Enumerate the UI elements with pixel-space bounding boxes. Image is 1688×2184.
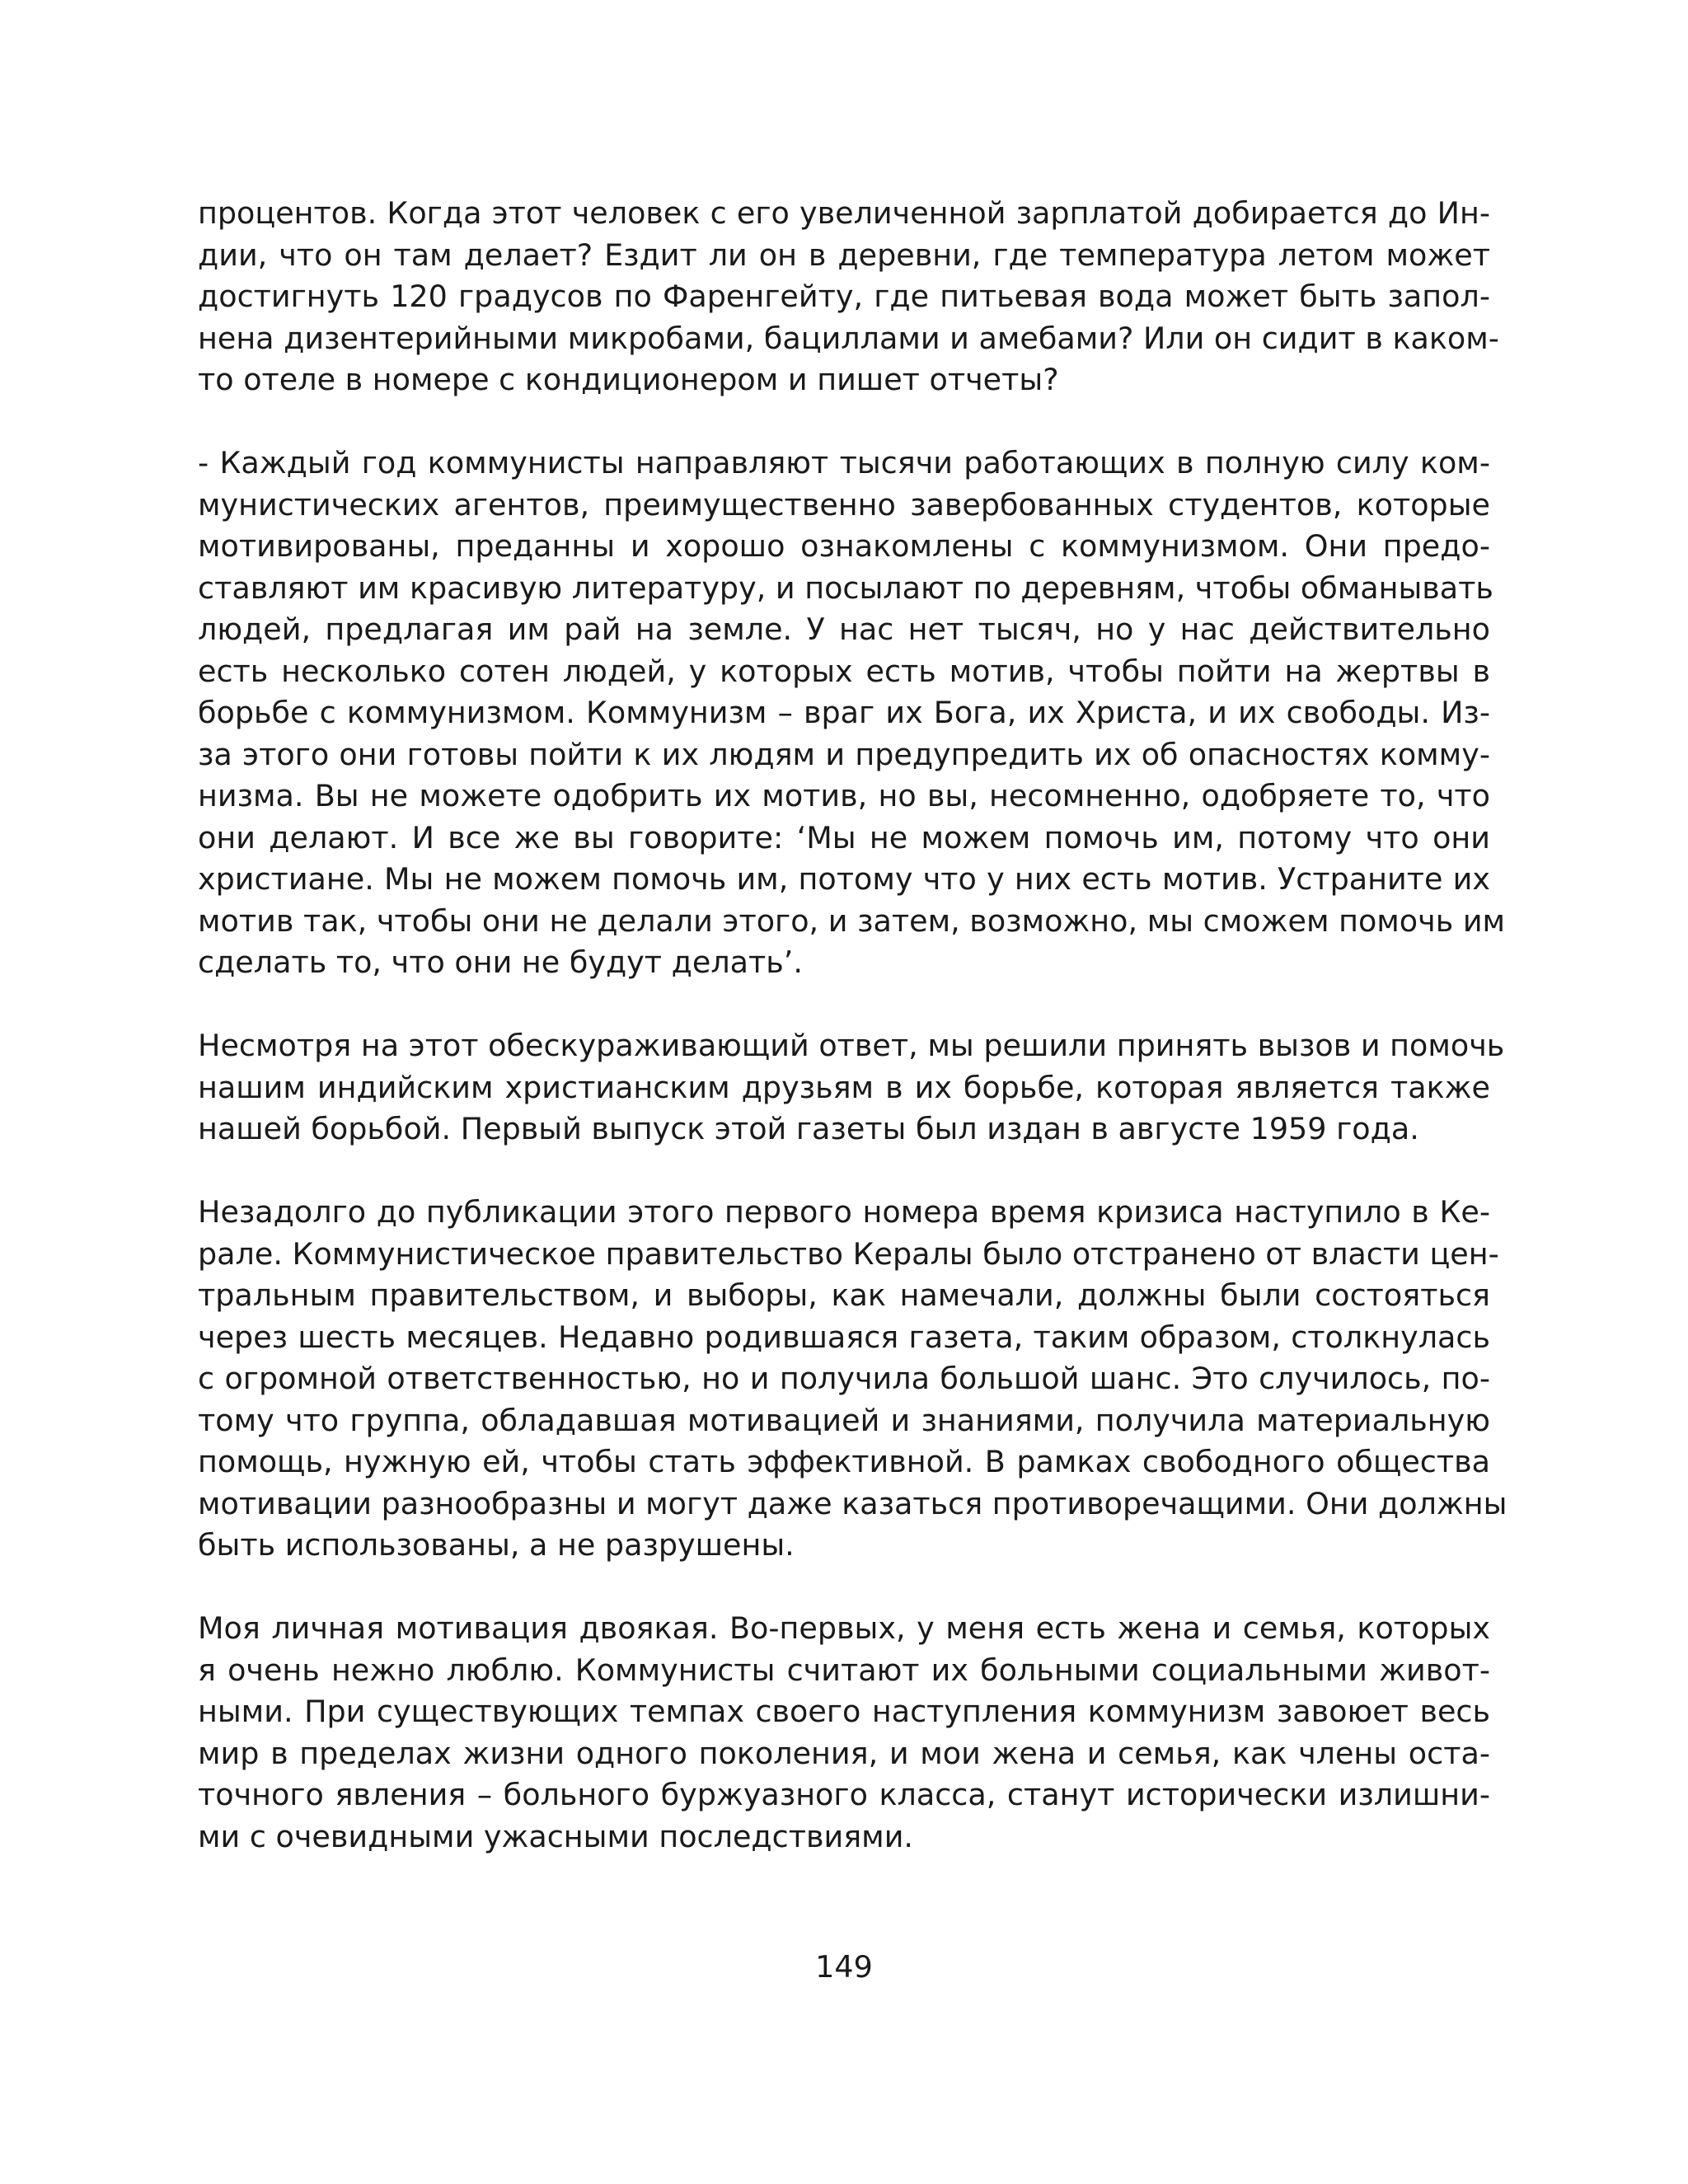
paragraph [198, 443, 1506, 984]
paragraph [198, 1608, 1490, 1858]
text-line: процентов. Когда этот человек с его увеличенной зарплатой добирается до Ин- [198, 195, 1490, 231]
text-line: за этого они готовы пойти к их людям и предупредить их об опасностях комму- [198, 736, 1490, 772]
text-line: сделать то, что они не будут делать’. [198, 944, 804, 980]
text-line: с огромной ответственностью, но и получила большой шанс. Это случилось, по- [198, 1361, 1490, 1396]
paragraph [198, 1192, 1507, 1567]
text-line: мотивированы, преданны и хорошо ознакомлены с коммунизмом. Они предо- [198, 528, 1490, 564]
text-line: мунистических агентов, преимущественно завербованных студентов, которые [198, 486, 1490, 523]
text-line: помощь, нужную ей, чтобы стать эффективной. В рамках свободного общества [198, 1444, 1490, 1479]
page-number: 149 [815, 1949, 873, 1985]
text-line: я очень нежно люблю. Коммунисты считают их больными социальными живот- [198, 1652, 1490, 1688]
text-line: Незадолго до публикации этого первого номера время кризиса наступило в Ке- [198, 1194, 1490, 1230]
body-text [198, 193, 1507, 1900]
text-line: нена дизентерийными микробами, бациллами и амебами? Или он сидит в каком- [198, 320, 1499, 356]
text-line: нашим индийским христианским друзьям в их борьбе, которая является также [198, 1069, 1490, 1105]
text-line: низма. Вы не можете одобрить их мотив, но вы, несомненно, одобряете то, что [198, 778, 1490, 813]
text-line: ставляют им красивую литературу, и посылают по деревням, чтобы обманывать [198, 569, 1493, 606]
text-line: - Каждый год коммунисты направляют тысячи работающих в полную силу ком- [198, 445, 1490, 480]
text-line: мотивации разнообразны и могут даже казаться противоречащими. Они должны [198, 1485, 1507, 1521]
text-line: дии, что он там делает? Ездит ли он в деревни, где температура летом может [198, 237, 1490, 273]
text-line: борьбе с коммунизмом. Коммунизм – враг их Бога, их Христа, и их свободы. Из- [198, 695, 1490, 730]
text-line: Моя личная мотивация двоякая. Во-первых, у меня есть жена и семья, которых [198, 1610, 1490, 1646]
text-line: достигнуть 120 градусов по Фаренгейту, где питьевая вода может быть запол- [198, 279, 1490, 314]
paragraph [198, 1025, 1505, 1151]
text-line: мир в пределах жизни одного поколения, и мои жена и семья, как члены оста- [198, 1735, 1490, 1771]
text-line: тому что группа, обладавшая мотивацией и знаниями, получила материальную [198, 1402, 1490, 1438]
text-line: быть использованы, а не разрушены. [198, 1527, 795, 1563]
text-line: есть несколько сотен людей, у которых есть мотив, чтобы пойти на жертвы в [198, 653, 1490, 689]
text-line: точного явления – больного буржуазного класса, станут исторически излишни- [198, 1777, 1490, 1812]
text-line: мотив так, чтобы они не делали этого, и затем, возможно, мы сможем помочь им [198, 902, 1506, 939]
text-line: они делают. И все же вы говорите: ‘Мы не можем помочь им, потому что они [198, 819, 1490, 855]
text-line: людей, предлагая им рай на земле. У нас нет тысяч, но у нас действительно [198, 612, 1490, 647]
text-line: ми с очевидными ужасными последствиями. [198, 1818, 914, 1854]
text-line: через шесть месяцев. Недавно родившаяся газета, таким образом, столкнулась [198, 1319, 1490, 1355]
text-line: то отеле в номере с кондиционером и пишет отчеты? [198, 362, 1059, 397]
text-line: нашей борьбой. Первый выпуск этой газеты был издан в августе 1959 года. [198, 1111, 1419, 1146]
text-line: Несмотря на этот обескураживающий ответ, мы решили принять вызов и помочь [198, 1028, 1505, 1063]
text-line: тральным правительством, и выборы, как намечали, должны были состояться [198, 1277, 1490, 1313]
paragraph [198, 193, 1499, 401]
text-line: ными. При существующих темпах своего наступления коммунизм завоюет весь [198, 1694, 1490, 1729]
text-line: христиане. Мы не можем помочь им, потому что у них есть мотив. Устраните их [198, 861, 1490, 897]
text-line: рале. Коммунистическое правительство Кералы было отстранено от власти цен- [198, 1235, 1499, 1272]
